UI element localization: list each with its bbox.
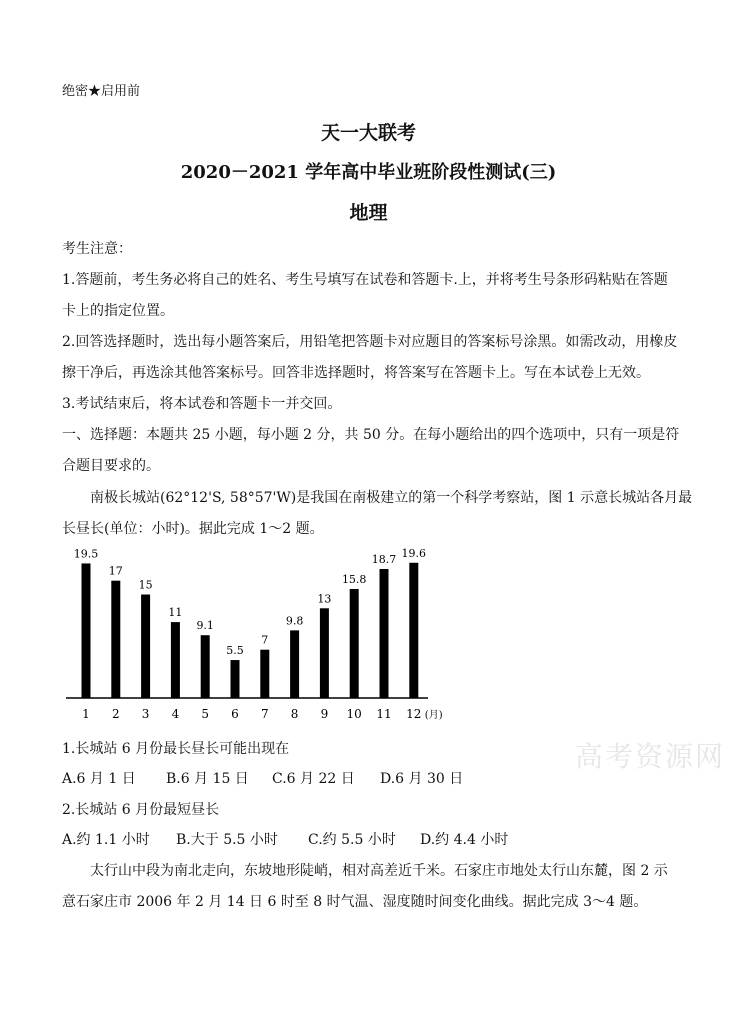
bar-month-10 bbox=[350, 589, 359, 698]
bar-month-12 bbox=[409, 563, 418, 698]
q1-option-b: B.6 月 15 日 bbox=[166, 771, 249, 787]
tick-label-month-5: 5 bbox=[201, 707, 210, 721]
bar-month-7 bbox=[260, 650, 269, 698]
bar-month-5 bbox=[201, 635, 210, 698]
tick-label-month-7: 7 bbox=[260, 707, 269, 721]
q2-option-d: D.约 4.4 小时 bbox=[420, 832, 509, 848]
value-label-month-4: 11 bbox=[168, 606, 183, 620]
confidential-label: 绝密★启用前 bbox=[62, 84, 141, 99]
daylength-bar-chart bbox=[56, 538, 446, 728]
bar-month-4 bbox=[171, 622, 180, 698]
tick-label-month-3: 3 bbox=[141, 707, 150, 721]
tick-label-month-2: 2 bbox=[111, 707, 120, 721]
notice-item3: 3.考试结束后，将本试卷和答题卡一并交回。 bbox=[62, 396, 342, 412]
x-axis-unit-label: (月) bbox=[424, 710, 443, 721]
organizer-title: 天一大联考 bbox=[320, 122, 416, 144]
value-label-month-12: 19.6 bbox=[401, 546, 427, 560]
passage1-line2: 长昼长(单位：小时)。据此完成 1～2 题。 bbox=[62, 521, 324, 537]
q1-option-d: D.6 月 30 日 bbox=[380, 771, 464, 787]
passage2-line1: 太行山中段为南北走向，东坡地形陡峭，相对高差近千米。石家庄市地处太行山东麓，图 2 示 bbox=[90, 863, 668, 879]
value-label-month-10: 15.8 bbox=[341, 572, 367, 586]
value-label-month-5: 9.1 bbox=[196, 619, 214, 633]
value-label-month-3: 15 bbox=[138, 578, 153, 592]
q1-stem: 1.长城站 6 月份最长昼长可能出现在 bbox=[62, 741, 290, 757]
value-label-month-1: 19.5 bbox=[73, 547, 99, 561]
value-label-month-9: 13 bbox=[317, 592, 332, 606]
tick-label-month-6: 6 bbox=[231, 707, 239, 721]
value-label-month-2: 17 bbox=[108, 564, 123, 578]
bar-month-8 bbox=[290, 630, 299, 698]
q2-stem: 2.长城站 6 月份最短昼长 bbox=[62, 802, 220, 818]
value-label-month-8: 9.8 bbox=[285, 614, 304, 628]
tick-label-month-11: 11 bbox=[376, 707, 392, 721]
notice-item1-line2: 卡上的指定位置。 bbox=[62, 303, 174, 319]
chart-bars bbox=[82, 563, 419, 698]
value-label-month-6: 5.5 bbox=[226, 644, 244, 658]
chart-value-labels bbox=[74, 547, 426, 657]
q2-option-c: C.约 5.5 小时 bbox=[308, 832, 396, 848]
subject-title: 地理 bbox=[349, 202, 388, 224]
passage2-line2: 意石家庄市 2006 年 2 月 14 日 6 时至 8 时气温、湿度随时间变化曲线。据此完成 3～4 题。 bbox=[62, 894, 648, 910]
q2-option-b: B.大于 5.5 小时 bbox=[176, 832, 278, 848]
bar-month-11 bbox=[380, 569, 389, 698]
tick-label-month-8: 8 bbox=[290, 707, 299, 721]
value-label-month-7: 7 bbox=[261, 633, 269, 647]
q2-option-a: A.约 1.1 小时 bbox=[62, 832, 150, 848]
notice-title: 考生注意： bbox=[62, 241, 132, 257]
tick-label-month-10: 10 bbox=[346, 707, 362, 721]
section1-line2: 合题目要求的。 bbox=[62, 458, 160, 474]
notice-item1-line1: 1.答题前，考生务必将自己的姓名、考生号填写在试卷和答题卡.上，并将考生号条形码粘贴在答题 bbox=[62, 272, 668, 288]
tick-label-month-9: 9 bbox=[320, 707, 329, 721]
notice-item2-line1: 2.回答选择题时，选出每小题答案后，用铅笔把答题卡对应题目的答案标号涂黑。如需改动，用橡皮 bbox=[62, 334, 678, 350]
watermark-text: 高考资源网 bbox=[575, 740, 726, 773]
bar-month-1 bbox=[82, 563, 91, 698]
value-label-month-11: 18.7 bbox=[371, 552, 397, 566]
q1-option-c: C.6 月 22 日 bbox=[272, 771, 355, 787]
tick-label-month-1: 1 bbox=[82, 707, 90, 721]
bar-month-2 bbox=[111, 581, 120, 698]
q1-option-a: A.6 月 1 日 bbox=[62, 771, 136, 787]
section1-line1: 一、选择题：本题共 25 小题，每小题 2 分，共 50 分。在每小题给出的四个选项中，只有一项是符 bbox=[62, 427, 680, 443]
exam-title: 2020－2021 学年高中毕业班阶段性测试(三) bbox=[180, 162, 557, 183]
notice-item2-line2: 擦干净后，再选涂其他答案标号。回答非选择题时，将答案写在答题卡上。写在本试卷上无效。 bbox=[62, 365, 650, 381]
tick-label-month-12: 12 bbox=[406, 707, 422, 721]
bar-month-9 bbox=[320, 608, 329, 698]
bar-month-6 bbox=[231, 660, 240, 698]
tick-label-month-4: 4 bbox=[171, 707, 180, 721]
bar-month-3 bbox=[141, 595, 150, 699]
chart-tick-labels bbox=[82, 707, 443, 721]
passage1-line1: 南极长城站(62°12'S, 58°57'W)是我国在南极建立的第一个科学考察站，图 1 示意长城站各月最 bbox=[90, 490, 693, 506]
